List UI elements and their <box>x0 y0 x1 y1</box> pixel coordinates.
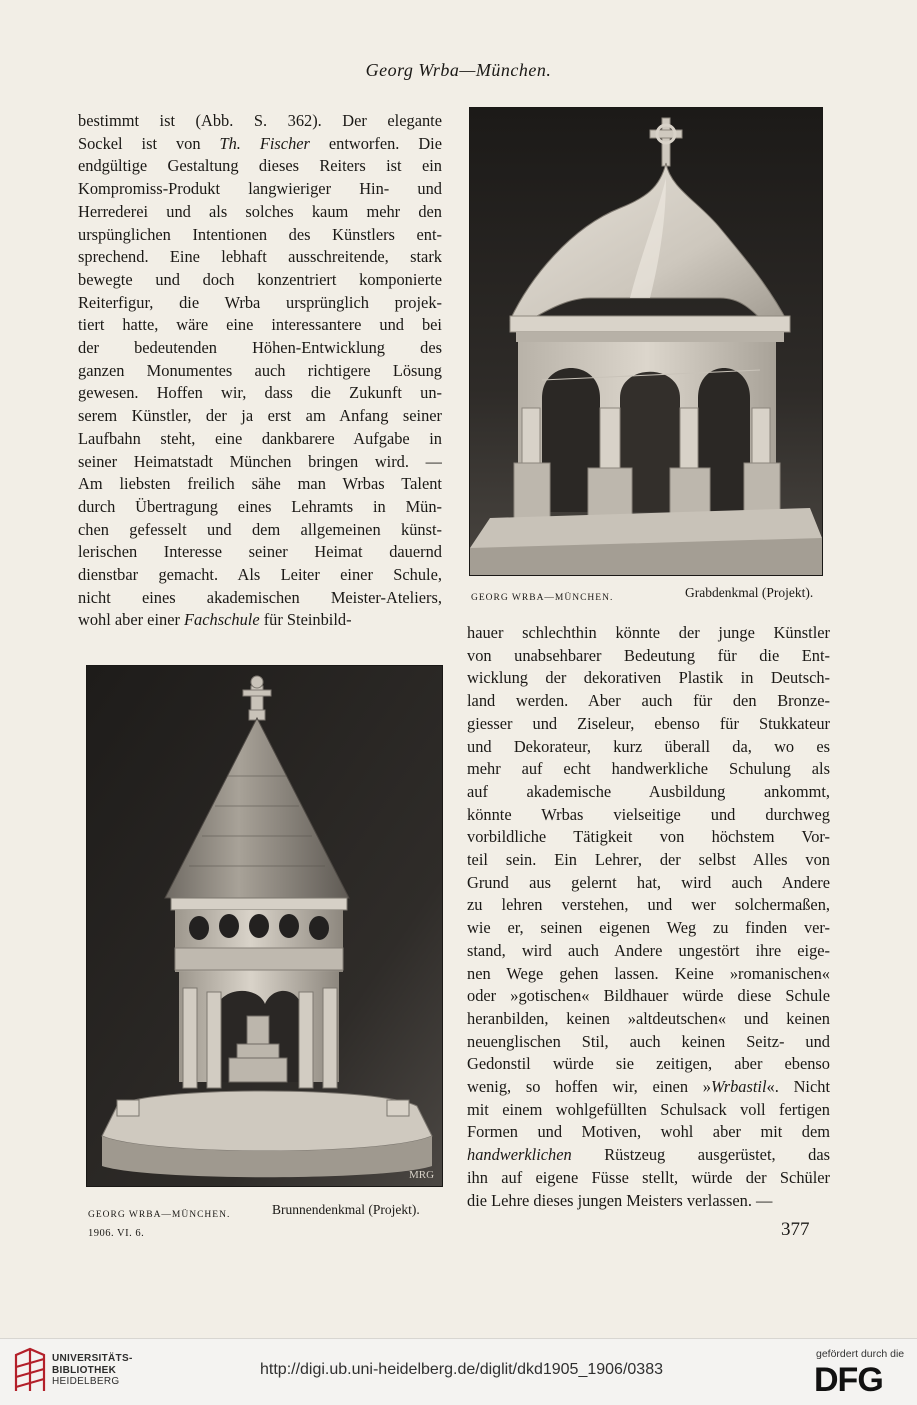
text-line: endgültige Gestaltung dieses Reiters ist ein <box>78 156 442 176</box>
text-line: giesser und Ziseleur, ebenso für Stukkateur <box>467 713 830 733</box>
figure-grabdenkmal <box>469 107 823 576</box>
text-line: vorbildliche Tätigkeit von höchstem Vor- <box>467 827 830 847</box>
text-line: urspünglichen Intentionen des Künstlers ent- <box>78 224 442 244</box>
text-line: wicklung der dekorativen Plastik in Deutsch- <box>467 668 830 688</box>
text-line: zu lehren verstehen, und wer solchermaßen, <box>467 895 830 915</box>
emphasis: Fachschule <box>184 610 260 630</box>
digitization-footer <box>0 1338 917 1405</box>
emphasis: handwerklichen <box>467 1145 572 1165</box>
text-line: nicht eines akademischen Meister-Ateliers, <box>78 587 442 607</box>
text-line: bestimmt ist (Abb. S. 362). Der elegante <box>78 111 442 130</box>
text-line: dienstbar gemacht. Als Leiter einer Schule, <box>78 565 442 585</box>
text-line: seiner Heimatstadt München bringen wird. — <box>78 451 442 471</box>
institution-name: UNIVERSITÄTS- BIBLIOTHEK HEIDELBERG <box>52 1353 133 1387</box>
text-line: wie er, seinen eigenen Weg zu finden ver- <box>467 918 830 938</box>
text-line: Gedonstil würde sie zeitigen, aber ebenso <box>467 1054 830 1074</box>
text-line: Am liebsten freilich sähe man Wrbas Talent <box>78 474 442 494</box>
brunnendenkmal-photo <box>87 666 442 1186</box>
text-line: die Lehre dieses jungen Meisters verlassen. — <box>467 1190 773 1210</box>
photo-monogram: MRG <box>409 1169 435 1181</box>
emphasis: Th. Fischer <box>219 133 310 153</box>
text-line: nen Wege gehen lassen. Keine »romanischen« <box>467 963 830 983</box>
text-line: wenig, so hoffen wir, einen »Wrbastil«. Nicht <box>467 1077 830 1097</box>
text-line: gewesen. Hoffen wir, dass die Zukunft un- <box>78 383 442 403</box>
figure-brunnendenkmal <box>86 665 443 1187</box>
text-line: mit einem wohlgefüllten Schulsack voll fertigen <box>467 1099 830 1119</box>
text-line: teil sein. Ein Lehrer, der selbst Alles von <box>467 850 830 870</box>
text-line: von unabsehbarer Bedeutung für die Ent- <box>467 645 830 665</box>
text-line: der bedeutenden Höhen-Entwicklung des <box>78 338 442 358</box>
permalink-url[interactable]: http://digi.ub.uni-heidelberg.de/diglit/dkd1905_1906/0383 <box>260 1361 663 1378</box>
university-library-logo-icon <box>12 1347 48 1395</box>
text-line: Kompromiss-Produkt langwieriger Hin- und <box>78 179 442 199</box>
text-line: mehr auf echt handwerkliche Schulung als <box>467 759 830 779</box>
text-line: tiert hatte, wäre eine interessantere und bei <box>78 315 442 335</box>
text-line: oder »gotischen« Bildhauer würde diese Schule <box>467 986 830 1006</box>
funding-label: gefördert durch die <box>816 1348 905 1360</box>
text-line: Sockel ist von Th. Fischer entworfen. Die <box>78 133 442 153</box>
text-line: handwerklichen Rüstzeug ausgerüstet, das <box>467 1145 830 1165</box>
text-line: Grund aus gelernt hat, wird auch Andere <box>467 872 830 892</box>
signature-mark: 1906. VI. 6. <box>88 1228 145 1239</box>
text-line: könnte Wrbas vielseitige und durchweg <box>467 804 830 824</box>
text-line: heranbilden, keinen »altdeutschen« und keinen <box>467 1008 830 1028</box>
text-line: neuenglischen Stil, auch keinen Seitz- und <box>467 1031 830 1051</box>
text-line: stand, wird auch Andere ungestört ihre eige- <box>467 940 830 960</box>
emphasis: Wrbastil <box>710 1077 767 1097</box>
text-column-right <box>467 622 830 1212</box>
text-line: ihn auf eigene Füsse stellt, würde der Schüler <box>467 1167 830 1187</box>
caption-artist-top: GEORG WRBA—MÜNCHEN. <box>471 593 614 603</box>
page-number: 377 <box>781 1219 810 1240</box>
text-line: und Dekorateur, kurz überall da, wo es <box>467 736 830 756</box>
text-line: lerischen Interesse seiner Heimat dauernd <box>78 542 442 562</box>
text-line: Herrederei und als solches kaum mehr den <box>78 201 442 221</box>
text-line: land werden. Aber auch für den Bronze- <box>467 691 830 711</box>
text-line: Laufbahn steht, eine dankbarere Aufgabe in <box>78 428 442 448</box>
text-line: wohl aber einer Fachschule für Steinbild- <box>78 610 352 630</box>
text-line: chen gefesselt und dem allgemeinen künst- <box>78 519 442 539</box>
caption-title-top: Grabdenkmal (Projekt). <box>685 585 814 600</box>
text-line: auf akademische Ausbildung ankommt, <box>467 781 830 801</box>
caption-artist-bottom: GEORG WRBA—MÜNCHEN. <box>88 1210 231 1220</box>
text-line: serem Künstler, der ja erst am Anfang seiner <box>78 406 442 426</box>
text-line: durch Übertragung eines Lehramts in Mün- <box>78 496 442 516</box>
text-line: hauer schlechthin könnte der junge Künstler <box>467 623 830 642</box>
text-line: Formen und Motiven, wohl aber mit dem <box>467 1122 830 1142</box>
grabdenkmal-photo <box>470 108 822 575</box>
text-line: sprechend. Eine lebhaft ausschreitende, stark <box>78 247 442 267</box>
text-line: Reiterfigur, die Wrba ursprünglich projek- <box>78 292 442 312</box>
text-line: ganzen Monumentes auch richtigere Lösung <box>78 360 442 380</box>
text-column-left <box>78 110 442 632</box>
text-line: bewegte und doch konzentriert komponierte <box>78 269 442 289</box>
caption-title-bottom: Brunnendenkmal (Projekt). <box>272 1202 420 1217</box>
dfg-logo: DFG <box>814 1361 883 1399</box>
running-head: Georg Wrba—München. <box>365 60 552 80</box>
